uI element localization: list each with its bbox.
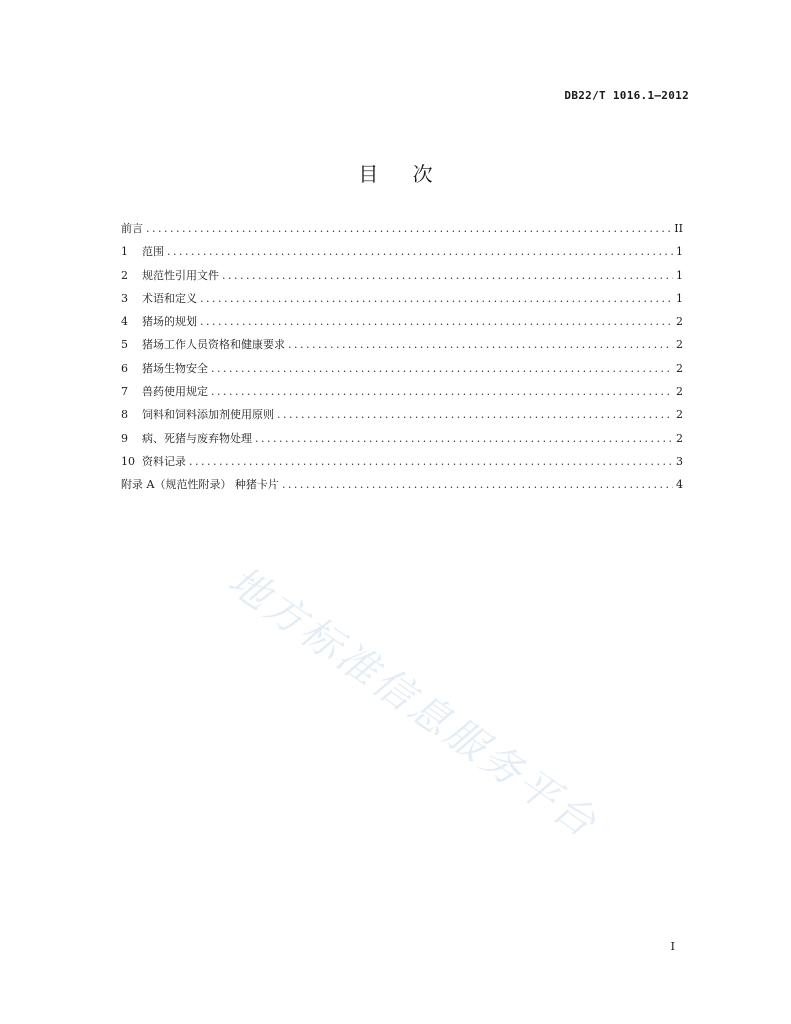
toc-leader-dots <box>200 313 673 331</box>
toc-entry[interactable] <box>121 406 683 429</box>
toc-entry[interactable] <box>121 313 683 336</box>
toc-entry-label: 饲料和饲料添加剂使用原则 <box>142 408 274 422</box>
toc-leader-dots <box>211 383 673 401</box>
toc-entry-label: 猪场的规划 <box>142 315 197 329</box>
toc-entry[interactable] <box>121 267 683 290</box>
toc-entry-label: 前言 <box>121 222 143 235</box>
toc-entry-page: 2 <box>676 361 683 375</box>
toc-entry[interactable] <box>121 383 683 406</box>
toc-entry[interactable] <box>121 290 683 313</box>
toc-entry-label: 范围 <box>142 245 164 259</box>
toc-entry-label: 术语和定义 <box>142 291 197 305</box>
toc-leader-dots <box>222 267 673 285</box>
toc-entry-page: 1 <box>676 245 683 259</box>
toc-entry-label: 附录 A（规范性附录） 种猪卡片 <box>121 478 279 492</box>
toc-entry-page: 2 <box>676 431 683 445</box>
toc-entry[interactable] <box>121 243 683 266</box>
toc-entry-page: 1 <box>676 268 683 282</box>
page-number: I <box>670 940 675 953</box>
toc-entry-label: 猪场工作人员资格和健康要求 <box>142 338 285 352</box>
toc-entry-number: 6 <box>121 361 128 375</box>
toc-entry-page: 2 <box>676 408 683 422</box>
toc-entry-page: II <box>674 222 683 235</box>
page-title: 目 次 <box>358 162 447 186</box>
toc-leader-dots <box>288 336 673 354</box>
toc-entry-page: 2 <box>676 315 683 329</box>
watermark: 地方标准信息服务平台 <box>219 557 607 848</box>
toc-entry[interactable] <box>121 336 683 359</box>
toc-entry-label: 规范性引用文件 <box>142 268 219 282</box>
toc-entry-number: 9 <box>121 431 128 445</box>
toc-entry-label: 资料记录 <box>142 454 186 468</box>
toc-entry-page: 4 <box>676 478 683 492</box>
toc-entry-page: 3 <box>676 454 683 468</box>
toc-leader-dots <box>255 430 673 448</box>
toc-entry-number: 3 <box>121 291 128 305</box>
toc-entry-page: 1 <box>676 291 683 305</box>
toc-leader-dots <box>167 243 673 261</box>
toc-entry-number: 7 <box>121 385 128 399</box>
toc-entry[interactable] <box>121 476 683 499</box>
toc-entry-label: 猪场生物安全 <box>142 361 208 375</box>
toc-leader-dots <box>189 453 673 471</box>
toc-entry[interactable] <box>121 360 683 383</box>
toc-entry-number: 4 <box>121 315 128 329</box>
toc-entry-number: 1 <box>121 245 128 259</box>
toc-leader-dots <box>282 476 673 494</box>
toc-entry-number: 2 <box>121 268 128 282</box>
toc-entry-page: 2 <box>676 338 683 352</box>
toc-leader-dots <box>277 406 673 424</box>
toc-entry-number: 10 <box>121 454 135 468</box>
toc-entry-label: 病、死猪与废弃物处理 <box>142 431 252 445</box>
toc-entry-label: 兽药使用规定 <box>142 385 208 399</box>
toc-leader-dots <box>200 290 673 308</box>
toc-entry-page: 2 <box>676 385 683 399</box>
toc-entry-number: 5 <box>121 338 128 352</box>
toc-leader-dots <box>211 360 673 378</box>
toc-entry[interactable] <box>121 430 683 453</box>
toc-entry[interactable] <box>121 220 683 243</box>
table-of-contents <box>121 220 683 500</box>
toc-entry[interactable] <box>121 453 683 476</box>
standard-code: DB22/T 1016.1—2012 <box>564 89 689 102</box>
toc-entry-number: 8 <box>121 408 128 422</box>
toc-leader-dots <box>146 220 671 238</box>
